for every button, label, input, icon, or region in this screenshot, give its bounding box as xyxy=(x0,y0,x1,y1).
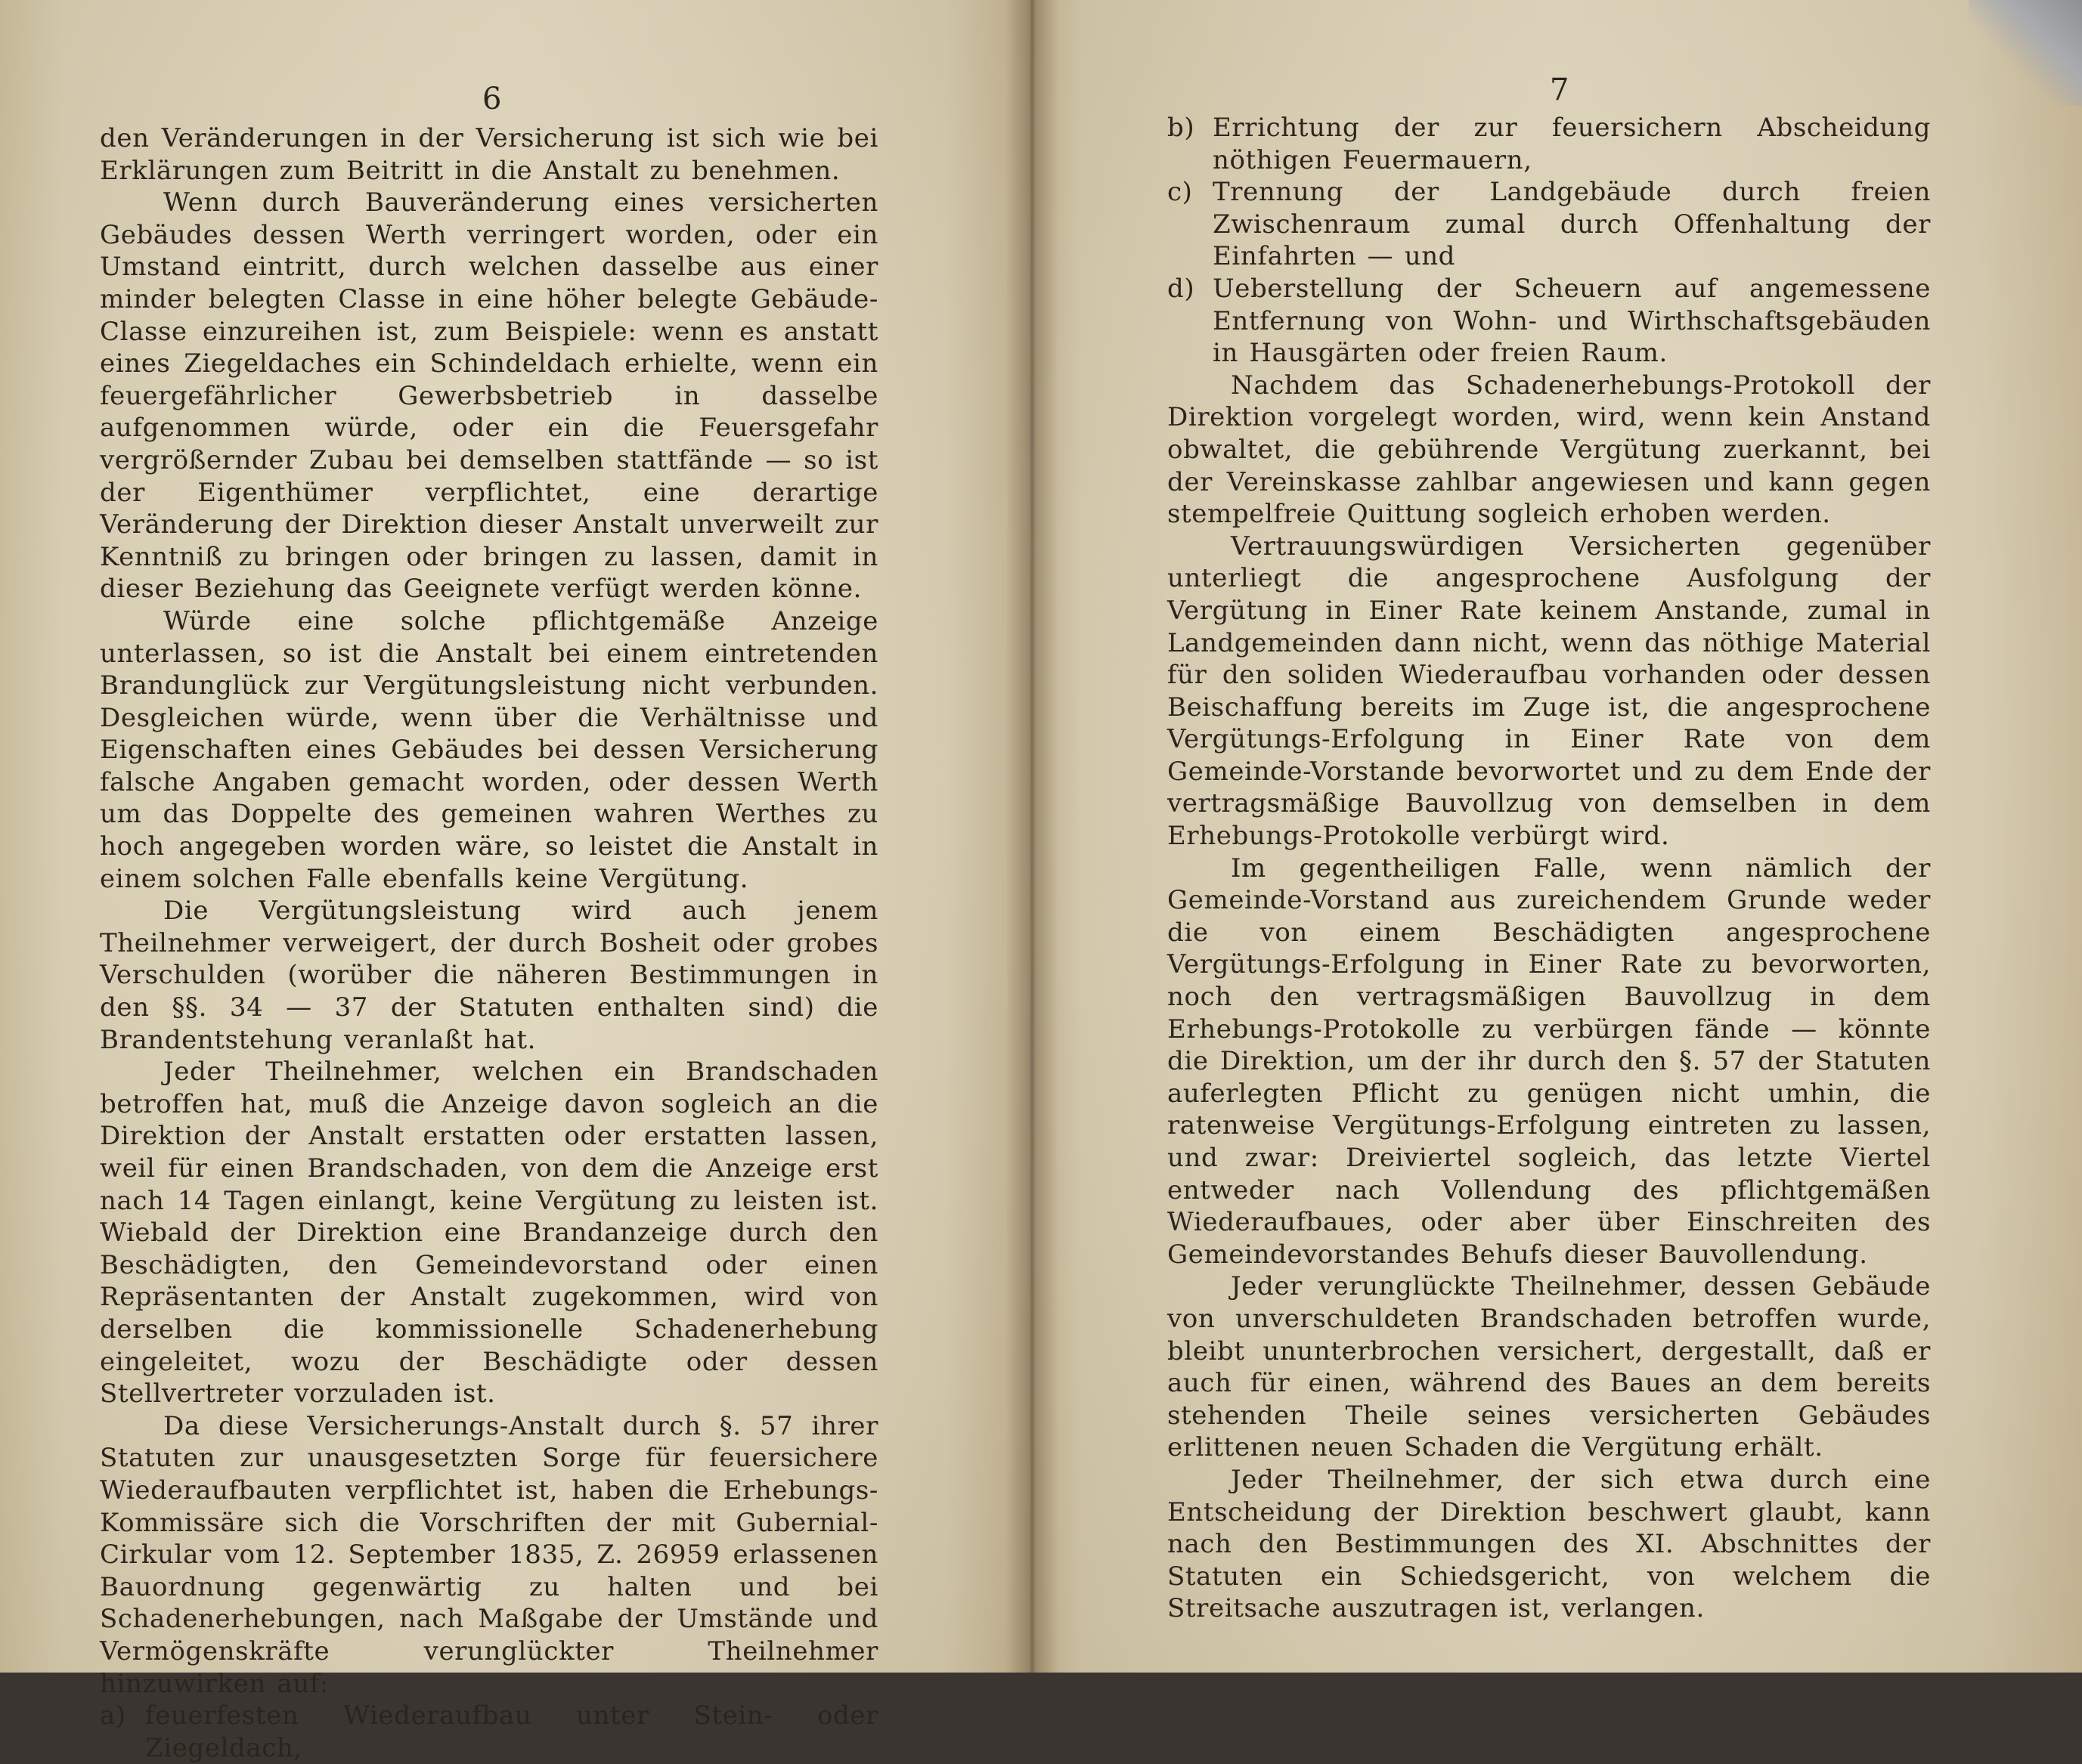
list-item-label: a) xyxy=(100,1701,126,1732)
list-item xyxy=(1167,112,1931,176)
paragraph: Jeder Theilnehmer, welchen ein Brandschaden betroffen hat, muß die Anzeige davon sogleich an die Direktion der Anstalt erstatten oder erstatten lassen, weil für einen Brandschaden, von dem die Anzeige erst nach 14 Tagen einlangt, keine Vergütung zu leisten ist. Wiebald der Direktion eine Brandanzeige durch den Beschädigten, den Gemeindevorstand oder einen Repräsentanten der Anstalt zugekommen, wird von derselben die kommissionelle Schadenerhebung eingeleitet, wozu der Beschädigte oder dessen Stellvertreter vorzuladen ist. xyxy=(100,1057,878,1410)
paragraph: Jeder Theilnehmer, der sich etwa durch eine Entscheidung der Direktion beschwert glaubt, kann nach den Bestimmungen des XI. Abschnittes der Statuten ein Schiedsgericht, von welchem die Streitsache auszutragen ist, verlangen. xyxy=(1167,1464,1931,1624)
paragraph: Nachdem das Schadenerhebungs-Protokoll der Direktion vorgelegt worden, wird, wenn kein Anstand obwaltet, die gebührende Vergütung zuerkannt, bei der Vereinskasse zahlbar angewiesen und kann gegen stempelfreie Quittung sogleich erhoben werden. xyxy=(1167,370,1931,530)
paragraph: den Veränderungen in der Versicherung ist sich wie bei Erklärungen zum Beitritt in die Anstalt zu benehmen. xyxy=(100,123,878,186)
list-item xyxy=(1167,273,1931,370)
paragraph: Würde eine solche pflichtgemäße Anzeige unterlassen, so ist die Anstalt bei einem eintretenden Brandunglück zur Vergütungsleistung nicht verbunden. Desgleichen würde, wenn über die Verhältnisse und Eigenschaften eines Gebäudes bei dessen Versicherung falsche Angaben gemacht worden, oder dessen Werth um das Doppelte des gemeinen wahren Werthes zu hoch angegeben worden wäre, so leistet die Anstalt in einem solchen Falle ebenfalls keine Vergütung. xyxy=(100,605,878,894)
list-item-text: Ueberstellung der Scheuern auf angemessene Entfernung von Wohn- und Wirthschaftsgebäuden in Hausgärten oder freien Raum. xyxy=(1213,273,1931,369)
list-item-text: Trennung der Landgebäude durch freien Zwischenraum zumal durch Offenhaltung der Einfahrten — und xyxy=(1213,177,1931,272)
list-item xyxy=(100,1700,878,1764)
paragraph: Wenn durch Bauveränderung eines versicherten Gebäudes dessen Werth verringert worden, oder ein Umstand eintritt, durch welchen dasselbe aus einer minder belegten Classe in eine höher belegte Gebäude-Classe einzureihen ist, zum Beispiele: wenn es anstatt eines Ziegeldaches ein Schindeldach erhielte, wenn ein feuergefährlicher Gewerbsbetrieb in dasselbe aufgenommen würde, oder ein die Feuersgefahr vergrößernder Zubau bei demselben stattfände — so ist der Eigenthümer verpflichtet, eine derartige Veränderung der Direktion dieser Anstalt unverweilt zur Kenntniß zu bringen oder bringen zu lassen, damit in dieser Beziehung das Geeignete verfügt werden könne. xyxy=(100,187,878,605)
paragraph: Vertrauungswürdigen Versicherten gegenüber unterliegt die angesprochene Ausfolgung der Vergütung in Einer Rate keinem Anstande, zumal in Landgemeinden dann nicht, wenn das nöthige Material für den soliden Wiederaufbau vorhanden oder dessen Beischaffung bereits im Zuge ist, die angesprochene Vergütungs-Erfolgung in Einer Rate von dem Gemeinde-Vorstande bevorwortet und zu dem Ende der vertragsmäßige Bauvollzug von demselben in dem Erhebungs-Protokolle verbürgt wird. xyxy=(1167,531,1931,852)
list-item-text: feuerfesten Wiederaufbau unter Stein- oder Ziegeldach, xyxy=(145,1701,878,1763)
right-page-text xyxy=(1167,112,1931,1625)
page-number: 7 xyxy=(1550,73,1569,107)
list-item-text: Errichtung der zur feuersichern Abscheidung nöthigen Feuermauern, xyxy=(1213,113,1931,175)
list xyxy=(1167,112,1931,370)
page-number: 6 xyxy=(482,82,502,116)
paragraph: Jeder verunglückte Theilnehmer, dessen Gebäude von unverschuldeten Brandschaden betroffen wurde, bleibt ununterbrochen versichert, dergestallt, daß er auch für einen, während des Baues an dem bereits stehenden Theile seines versicherten Gebäudes erlittenen neuen Schaden die Vergütung erhält. xyxy=(1167,1271,1931,1463)
right-page xyxy=(1028,0,2082,1673)
paragraph: Im gegentheiligen Falle, wenn nämlich der Gemeinde-Vorstand aus zureichendem Grunde weder die von einem Beschädigten angesprochene Vergütungs-Erfolgung in Einer Rate zu bevorworten, noch den vertragsmäßigen Bauvollzug in dem Erhebungs-Protokolle zu verbürgen fände — könnte die Direktion, um der ihr durch den §. 57 der Statuten auferlegten Pflicht zu genügen nicht umhin, die ratenweise Vergütungs-Erfolgung eintreten zu lassen, und zwar: Dreiviertel sogleich, das letzte Viertel entweder nach Vollendung des pflichtgemäßen Wiederaufbaues, oder aber über Einschreiten des Gemeindevorstandes Behufs dieser Bauvollendung. xyxy=(1167,853,1931,1270)
list-item-label: c) xyxy=(1167,177,1193,208)
paragraph: Da diese Versicherungs-Anstalt durch §. 57 ihrer Statuten zur unausgesetzten Sorge für feuersichere Wiederaufbauten verpflichtet ist, haben die Erhebungs-Kommissäre sich die Vorschriften der mit Gubernial-Cirkular vom 12. September 1835, Z. 26959 erlassenen Bauordnung gegenwärtig zu halten und bei Schadenerhebungen, nach Maßgabe der Umstände und Vermögenskräfte verunglückter Theilnehmer hinzuwirken auf: xyxy=(100,1410,878,1699)
list-item-label: d) xyxy=(1167,273,1195,304)
list-item-label: b) xyxy=(1167,113,1195,143)
left-page-text xyxy=(100,122,878,1764)
left-page xyxy=(0,0,1028,1763)
paragraph: Die Vergütungsleistung wird auch jenem Theilnehmer verweigert, der durch Bosheit oder grobes Verschulden (worüber die näheren Bestimmungen in den §§. 34 — 37 der Statuten enthalten sind) die Brandentstehung veranlaßt hat. xyxy=(100,896,878,1055)
list-item xyxy=(1167,176,1931,273)
